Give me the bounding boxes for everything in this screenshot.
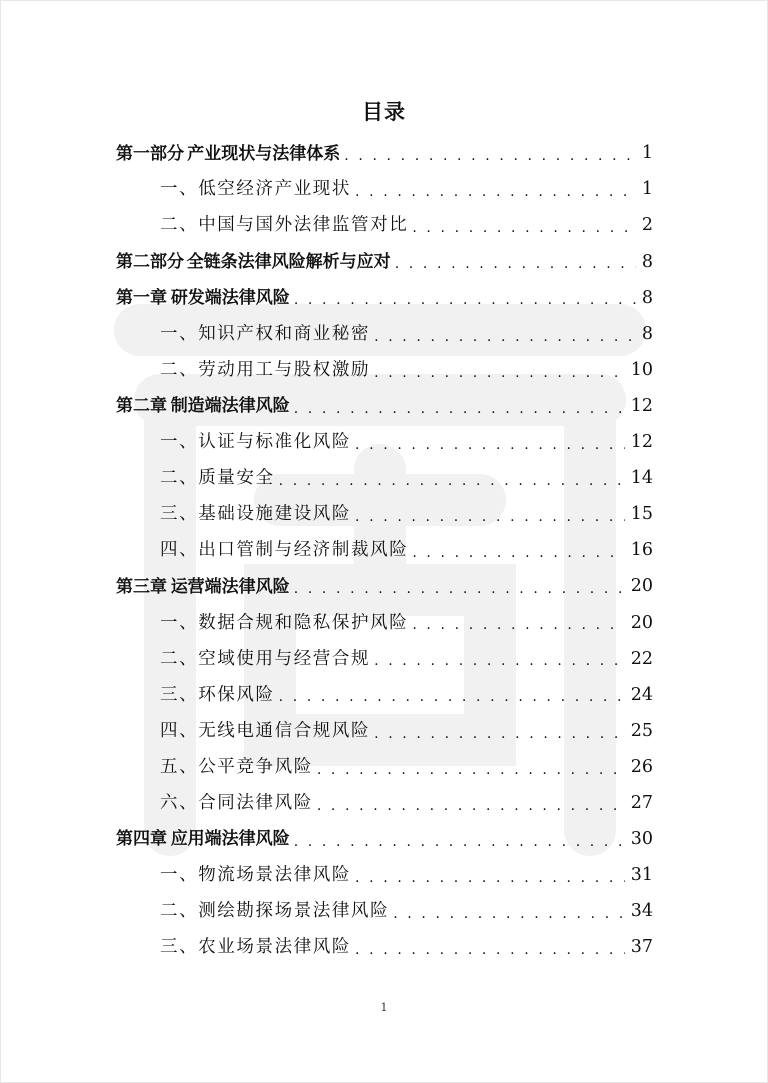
toc-entry-label: 劳动用工与股权激励 bbox=[198, 359, 371, 380]
toc-entry-page: 24 bbox=[630, 684, 653, 705]
toc-entry-label: 合同法律风险 bbox=[198, 792, 313, 813]
toc-entry-leader-dots bbox=[393, 907, 625, 921]
toc-entry-label: 公平竞争风险 bbox=[198, 756, 313, 777]
toc-entry-page: 37 bbox=[630, 937, 653, 958]
toc-entry-label: 物流场景法律风险 bbox=[198, 865, 352, 886]
toc-entry-number: 第二章 bbox=[116, 396, 167, 417]
toc-entry-label: 应用端法律风险 bbox=[170, 829, 290, 850]
toc-entry-number: 三、 bbox=[160, 504, 199, 525]
toc-entry-leader-dots bbox=[317, 763, 625, 777]
page-number: 1 bbox=[380, 1001, 388, 1014]
toc-entry-page: 16 bbox=[630, 540, 653, 561]
toc-entry[interactable] bbox=[116, 389, 653, 425]
toc-entry-leader-dots bbox=[294, 582, 625, 596]
toc-entry-label: 全链条法律风险解析与应对 bbox=[186, 251, 391, 272]
toc-entry-label: 制造端法律风险 bbox=[170, 396, 290, 417]
toc-entry-leader-dots bbox=[344, 149, 636, 163]
toc-entry-page: 8 bbox=[641, 287, 653, 308]
toc-entry-label: 低空经济产业现状 bbox=[198, 179, 352, 200]
toc-entry-number: 四、 bbox=[160, 720, 199, 741]
toc-entry-leader-dots bbox=[374, 366, 625, 380]
toc-entry-leader-dots bbox=[279, 474, 625, 488]
toc-entry-number: 第一部分 bbox=[116, 143, 184, 164]
toc-entry-number: 二、 bbox=[160, 468, 199, 489]
toc-entry-leader-dots bbox=[355, 943, 625, 957]
toc-entry[interactable] bbox=[116, 497, 653, 533]
toc-entry-page: 25 bbox=[630, 720, 653, 741]
toc-entry[interactable] bbox=[116, 641, 653, 677]
toc-entry-number: 二、 bbox=[160, 901, 199, 922]
toc-entry-page: 2 bbox=[641, 215, 653, 236]
toc-entry-leader-dots bbox=[412, 221, 636, 235]
toc-entry-number: 三、 bbox=[160, 937, 199, 958]
toc-entry[interactable] bbox=[116, 714, 653, 750]
toc-entry-label: 无线电通信合规风险 bbox=[198, 720, 371, 741]
toc-entry-number: 一、 bbox=[160, 179, 199, 200]
toc-entry-number: 二、 bbox=[160, 215, 199, 236]
toc-entry-leader-dots bbox=[294, 293, 636, 307]
toc-entry[interactable] bbox=[116, 822, 653, 858]
toc-entry-number: 第三章 bbox=[116, 576, 167, 597]
toc-entry-label: 基础设施建设风险 bbox=[198, 504, 352, 525]
toc-entry-leader-dots bbox=[355, 185, 636, 199]
toc-entry[interactable] bbox=[116, 353, 653, 389]
toc-entry-leader-dots bbox=[355, 510, 625, 524]
toc-entry-page: 31 bbox=[630, 865, 653, 886]
toc-entry-number: 一、 bbox=[160, 612, 199, 633]
toc-entry[interactable] bbox=[116, 208, 653, 244]
toc-entry-label: 认证与标准化风险 bbox=[198, 432, 352, 453]
toc-entry-label: 空域使用与经营合规 bbox=[198, 648, 371, 669]
toc-entry-number: 五、 bbox=[160, 756, 199, 777]
toc-entry-number: 三、 bbox=[160, 684, 199, 705]
toc-entry[interactable] bbox=[116, 136, 653, 172]
toc-entry[interactable] bbox=[116, 316, 653, 352]
toc-entry[interactable] bbox=[116, 930, 653, 966]
toc-entry-page: 8 bbox=[641, 251, 653, 272]
toc-entry-number: 一、 bbox=[160, 865, 199, 886]
toc-entry-number: 第一章 bbox=[116, 287, 167, 308]
toc-entry[interactable] bbox=[116, 461, 653, 497]
toc-entry-page: 14 bbox=[630, 468, 653, 489]
toc-entry-number: 一、 bbox=[160, 432, 199, 453]
toc-entry-leader-dots bbox=[355, 438, 625, 452]
toc-entry[interactable] bbox=[116, 605, 653, 641]
toc-entry-label: 环保风险 bbox=[198, 684, 275, 705]
toc-entry-page: 34 bbox=[630, 901, 653, 922]
toc-entry-leader-dots bbox=[412, 618, 624, 632]
toc-entry-page: 26 bbox=[630, 756, 653, 777]
toc-entry-label: 运营端法律风险 bbox=[170, 576, 290, 597]
toc-entry-page: 20 bbox=[630, 576, 653, 597]
toc-entry[interactable] bbox=[116, 677, 653, 713]
toc-entry-label: 农业场景法律风险 bbox=[198, 937, 352, 958]
toc-entry-number: 一、 bbox=[160, 323, 199, 344]
toc-entry-page: 27 bbox=[630, 792, 653, 813]
toc-entry[interactable] bbox=[116, 786, 653, 822]
toc-entry-label: 中国与国外法律监管对比 bbox=[198, 215, 409, 236]
toc-entry-page: 10 bbox=[630, 359, 653, 380]
toc-entry-leader-dots bbox=[317, 799, 625, 813]
toc-entry-leader-dots bbox=[395, 257, 636, 271]
toc-entry-leader-dots bbox=[374, 330, 636, 344]
toc-entry-page: 22 bbox=[630, 648, 653, 669]
toc-title: 目录 bbox=[362, 100, 406, 124]
toc-entry[interactable] bbox=[116, 425, 653, 461]
toc-entry-number: 六、 bbox=[160, 792, 199, 813]
toc-entry[interactable] bbox=[116, 244, 653, 280]
toc-entry[interactable] bbox=[116, 750, 653, 786]
toc-entry[interactable] bbox=[116, 894, 653, 930]
toc-entry-number: 第二部分 bbox=[116, 251, 184, 272]
toc-entry-label: 质量安全 bbox=[198, 468, 275, 489]
toc-list bbox=[116, 136, 653, 966]
toc-entry-page: 12 bbox=[630, 432, 653, 453]
toc-entry[interactable] bbox=[116, 858, 653, 894]
toc-entry-number: 第四章 bbox=[116, 829, 167, 850]
toc-entry[interactable] bbox=[116, 280, 653, 316]
toc-entry-page: 1 bbox=[641, 179, 653, 200]
toc-entry-number: 四、 bbox=[160, 540, 199, 561]
toc-entry-number: 二、 bbox=[160, 359, 199, 380]
toc-entry[interactable] bbox=[116, 172, 653, 208]
toc-entry-leader-dots bbox=[294, 835, 625, 849]
toc-entry-page: 8 bbox=[641, 323, 653, 344]
toc-entry-label: 知识产权和商业秘密 bbox=[198, 323, 371, 344]
toc-entry-leader-dots bbox=[355, 871, 625, 885]
toc-entry-leader-dots bbox=[374, 654, 625, 668]
toc-entry-label: 出口管制与经济制裁风险 bbox=[198, 540, 409, 561]
toc-entry-label: 产业现状与法律体系 bbox=[187, 143, 341, 164]
toc-entry-page: 30 bbox=[630, 829, 653, 850]
toc-entry-page: 15 bbox=[630, 504, 653, 525]
toc-entry-page: 1 bbox=[641, 143, 653, 164]
toc-entry-page: 12 bbox=[630, 395, 653, 416]
toc-entry-leader-dots bbox=[412, 546, 624, 560]
toc-entry-leader-dots bbox=[374, 727, 625, 741]
toc-entry-page: 20 bbox=[630, 612, 653, 633]
toc-entry[interactable] bbox=[116, 569, 653, 605]
toc-entry-label: 研发端法律风险 bbox=[170, 287, 290, 308]
toc-entry-number: 二、 bbox=[160, 648, 199, 669]
toc-entry-label: 数据合规和隐私保护风险 bbox=[198, 612, 409, 633]
toc-entry[interactable] bbox=[116, 533, 653, 569]
toc-entry-label: 测绘勘探场景法律风险 bbox=[198, 901, 390, 922]
toc-entry-leader-dots bbox=[294, 402, 625, 416]
toc-entry-leader-dots bbox=[279, 690, 625, 704]
